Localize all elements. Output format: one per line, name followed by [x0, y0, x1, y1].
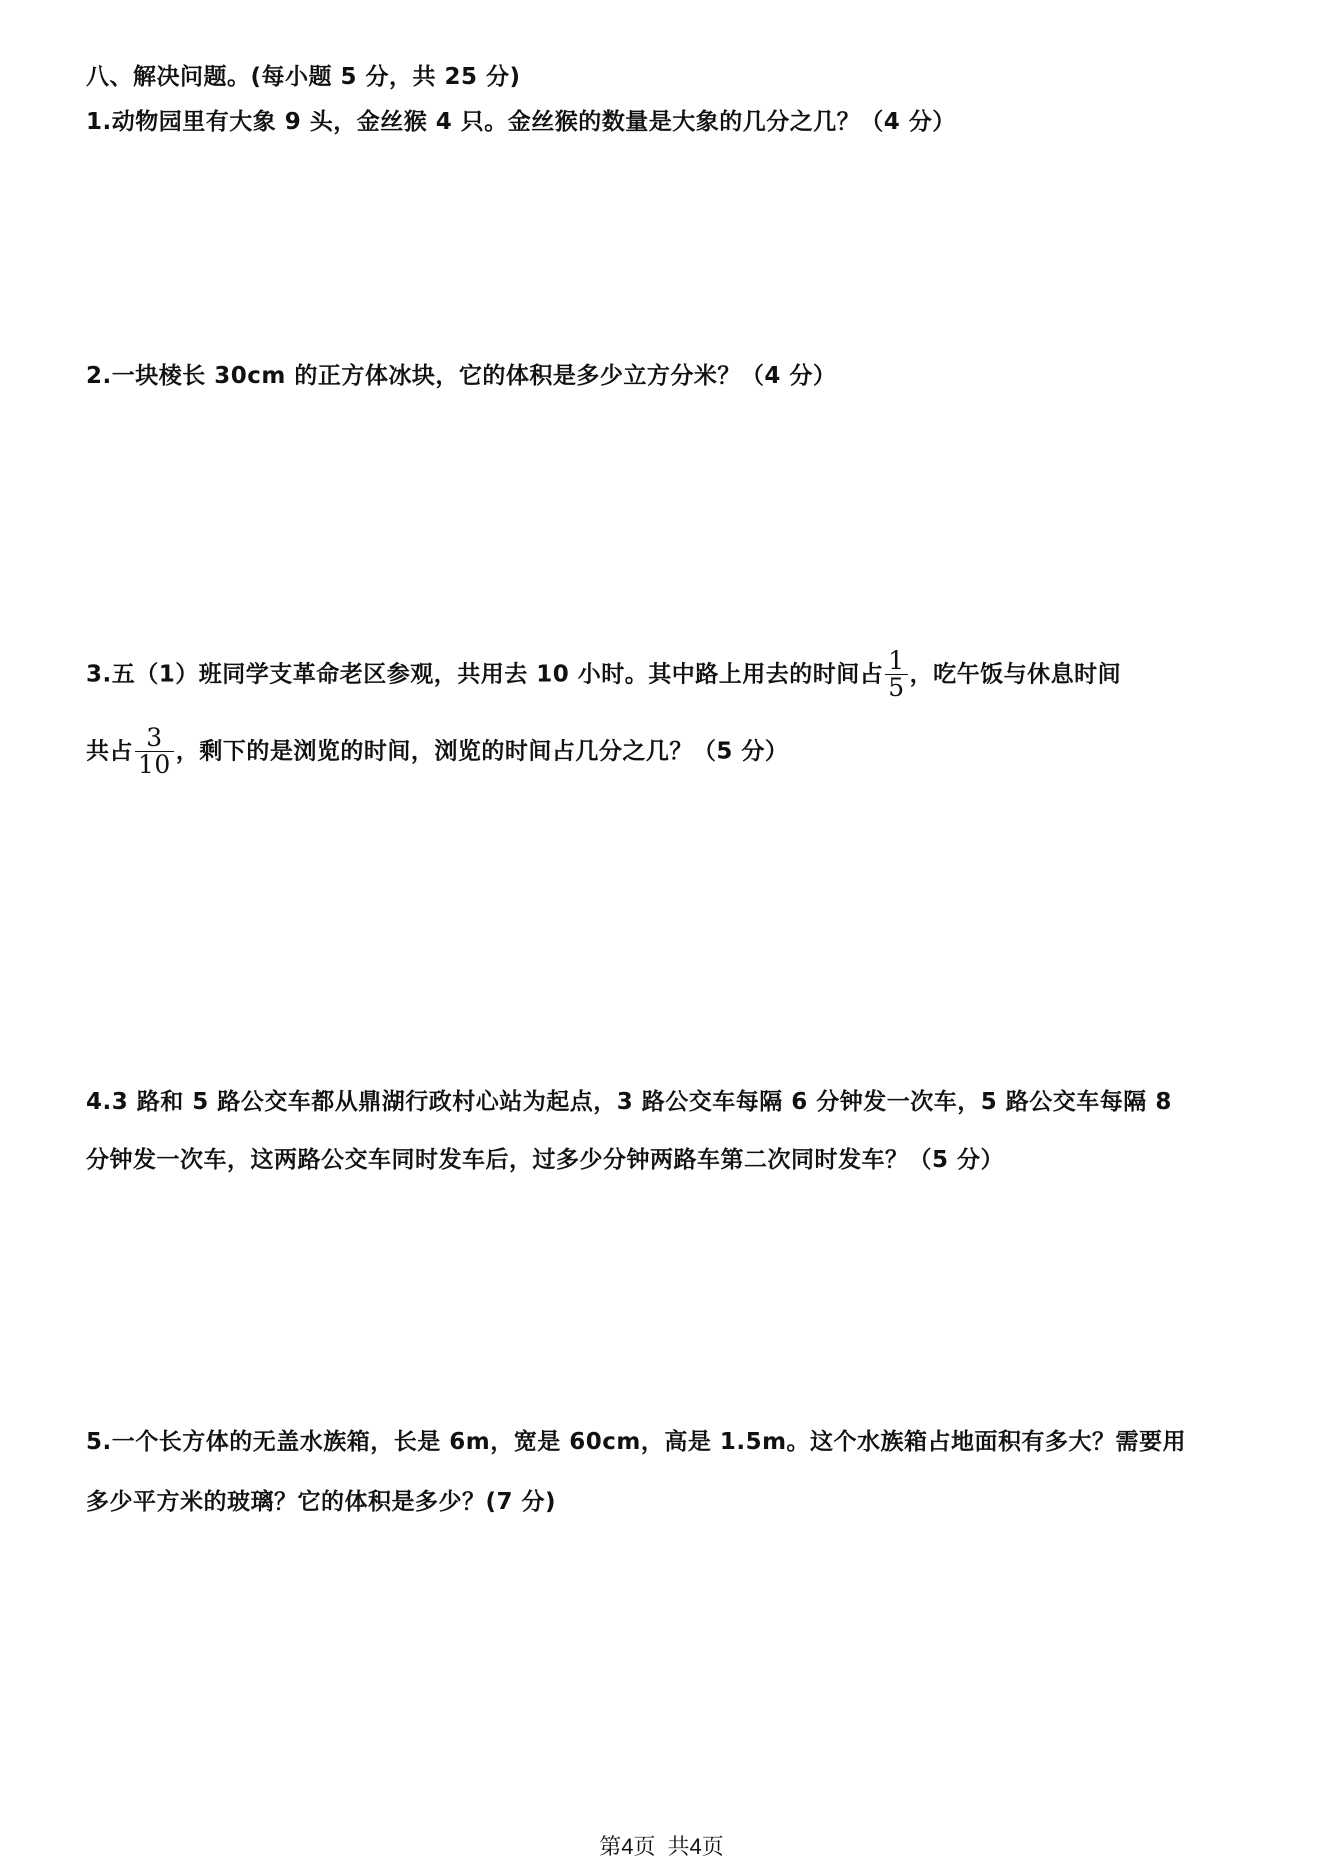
question-5-line-1: 5.一个长方体的无盖水族箱，长是 6m，宽是 60cm，高是 1.5m。这个水族箱占地面积有多大？需要用 [86, 1429, 1187, 1455]
question-3-line-1 [86, 648, 1121, 702]
fraction-three-tenths [135, 725, 174, 779]
fraction-denominator: 5 [888, 673, 905, 703]
fraction-numerator: 1 [885, 648, 907, 675]
fraction-numerator: 3 [135, 725, 174, 752]
question-3-line-2 [86, 725, 788, 779]
page-footer [0, 1830, 1323, 1861]
question-2: 2.一块棱长 30cm 的正方体冰块，它的体积是多少立方分米？（4 分） [86, 363, 837, 389]
question-3-text-d: ，剩下的是浏览的时间，浏览的时间占几分之几？（5 分） [175, 738, 789, 765]
page-total: 共4页 [667, 1834, 724, 1859]
fraction-one-fifth [885, 648, 907, 702]
question-4-line-1: 4.3 路和 5 路公交车都从鼎湖行政村心站为起点，3 路公交车每隔 6 分钟发一次车，5 路公交车每隔 8 [86, 1089, 1172, 1115]
question-5-line-2: 多少平方米的玻璃？它的体积是多少？(7 分) [86, 1489, 557, 1515]
question-3-text-b: ，吃午饭与休息时间 [909, 661, 1122, 688]
page-number: 第4页 [599, 1834, 656, 1859]
question-3-text-a: 3.五（1）班同学支革命老区参观，共用去 10 小时。其中路上用去的时间占 [86, 661, 884, 688]
question-1: 1.动物园里有大象 9 头，金丝猴 4 只。金丝猴的数量是大象的几分之几？（4 分） [86, 109, 956, 135]
question-4-line-2: 分钟发一次车，这两路公交车同时发车后，过多少分钟两路车第二次同时发车？（5 分） [86, 1147, 1005, 1173]
question-3-text-c: 共占 [86, 738, 133, 765]
section-title: 八、解决问题。(每小题 5 分，共 25 分) [86, 64, 521, 90]
fraction-denominator: 10 [138, 750, 171, 780]
